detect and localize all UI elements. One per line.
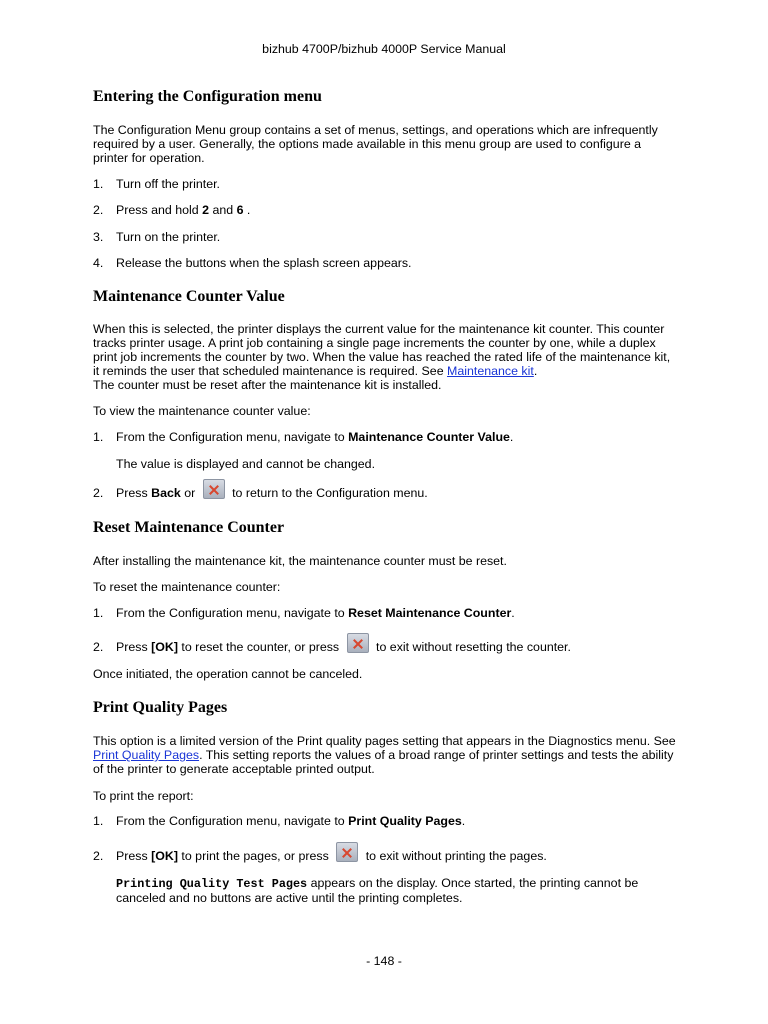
- config-intro: The Configuration Menu group contains a set of menus, settings, and operations which are infrequently required by a user. Generally, the options made available in this menu group are used to configure a printer for operation.: [93, 123, 658, 165]
- reset-intro: After installing the maintenance kit, the maintenance counter must be reset.: [93, 554, 507, 568]
- key-6: 6: [236, 203, 244, 217]
- cancel-x-icon: [336, 842, 358, 862]
- heading-entering-configuration: Entering the Configuration menu: [93, 88, 322, 105]
- maint-step1-note: The value is displayed and cannot be changed.: [116, 457, 376, 471]
- heading-maintenance-counter-value: Maintenance Counter Value: [93, 288, 285, 305]
- running-header: bizhub 4700P/bizhub 4000P Service Manual: [262, 42, 506, 56]
- ok-button-label: [OK]: [151, 849, 178, 863]
- heading-reset-maintenance-counter: Reset Maintenance Counter: [93, 519, 285, 536]
- page-number: - 148 -: [366, 954, 402, 968]
- pq-intro: This option is a limited version of the Print quality pages setting that appears in the Diagnostics menu. See Print Quality Pages. This setting reports the values of a broad range of printer settings and tests the ability of the printer to generate acceptable printed output.: [93, 734, 676, 776]
- back-button-label: Back: [151, 486, 181, 500]
- heading-print-quality-pages: Print Quality Pages: [93, 699, 228, 716]
- display-message: Printing Quality Test Pages: [116, 877, 308, 891]
- document-page: bizhub 4700P/bizhub 4000P Service Manual Entering the Configuration menu The Configuration Menu group contains a set of menus, settings, and operations which are infrequently required by a user. Generally, the options made available in this menu group are used to configure a printer for operation. 1. Turn off the printer. 2. Press and hold 2 and 6 . 3. Turn on the printer. 4. Release the buttons when the splash screen appears. Maintenance Counter Value When this is selected, the printer displays the current value for the maintenance kit counter. This counter tracks printer usage. A print job containing a single page increments the counter by one, while a duplex print job increments the counter by two. When the value has reached the rated life of the maintenance kit, it reminds the user that scheduled maintenance is required. See Maintenance kit. The counter must be reset after the maintenance kit is installed. To view the maintenance counter value: 1. From the Configuration menu, navigate to Maintenance Counter Value. The value is displayed and cannot be changed. 2. Press Back or to return to the Configuration menu. Reset Maintenance Counter After installing the maintenance kit, the maintenance counter must be reset. To reset the maintenance counter: 1. From the Configuration menu, navigate to Reset Maintenance Counter. 2. Press [OK] to reset the counter, or press to exit without resetting the counter. Once initiated, the operation cannot be canceled. Print Quality Pages This option is a limited version of the Print quality pages setting that appears in the Diagnostics menu. See Print Quality Pages. This setting reports the values of a broad range of printer settings and tests the ability of the printer to generate acceptable printed output. To print the report: 1. From the Configuration menu, navigate to Print Quality Pages. 2. Press [OK] to print the pages, or press to exit without printing the pages. Printing Quality Test Pages appears on the display. Once started, the printing cannot be canceled and no buttons are active until the printing completes. - 148 -: [0, 0, 768, 1024]
- ok-button-label: [OK]: [151, 640, 178, 654]
- maint-intro: When this is selected, the printer displays the current value for the maintenance kit counter. This counter tracks printer usage. A print job containing a single page increments the counter by one, while a duplex print job increments the counter by two. When the value has reached the rated life of the maintenance kit, it reminds the user that scheduled maintenance is required. See Maintenance kit. The counter must be reset after the maintenance kit is installed.: [93, 322, 671, 392]
- print-quality-pages-link[interactable]: Print Quality Pages: [93, 748, 200, 762]
- reset-note: Once initiated, the operation cannot be canceled.: [93, 667, 363, 681]
- maint-lead: To view the maintenance counter value:: [93, 404, 311, 418]
- pq-display-note: Printing Quality Test Pages appears on the display. Once started, the printing cannot be canceled and no buttons are active until the printing completes.: [116, 876, 639, 905]
- cancel-x-icon: [203, 479, 225, 499]
- pq-lead: To print the report:: [93, 789, 194, 803]
- cancel-x-icon: [347, 633, 369, 653]
- key-2: 2: [202, 203, 210, 217]
- reset-lead: To reset the maintenance counter:: [93, 580, 281, 594]
- maintenance-kit-link[interactable]: Maintenance kit: [447, 364, 534, 378]
